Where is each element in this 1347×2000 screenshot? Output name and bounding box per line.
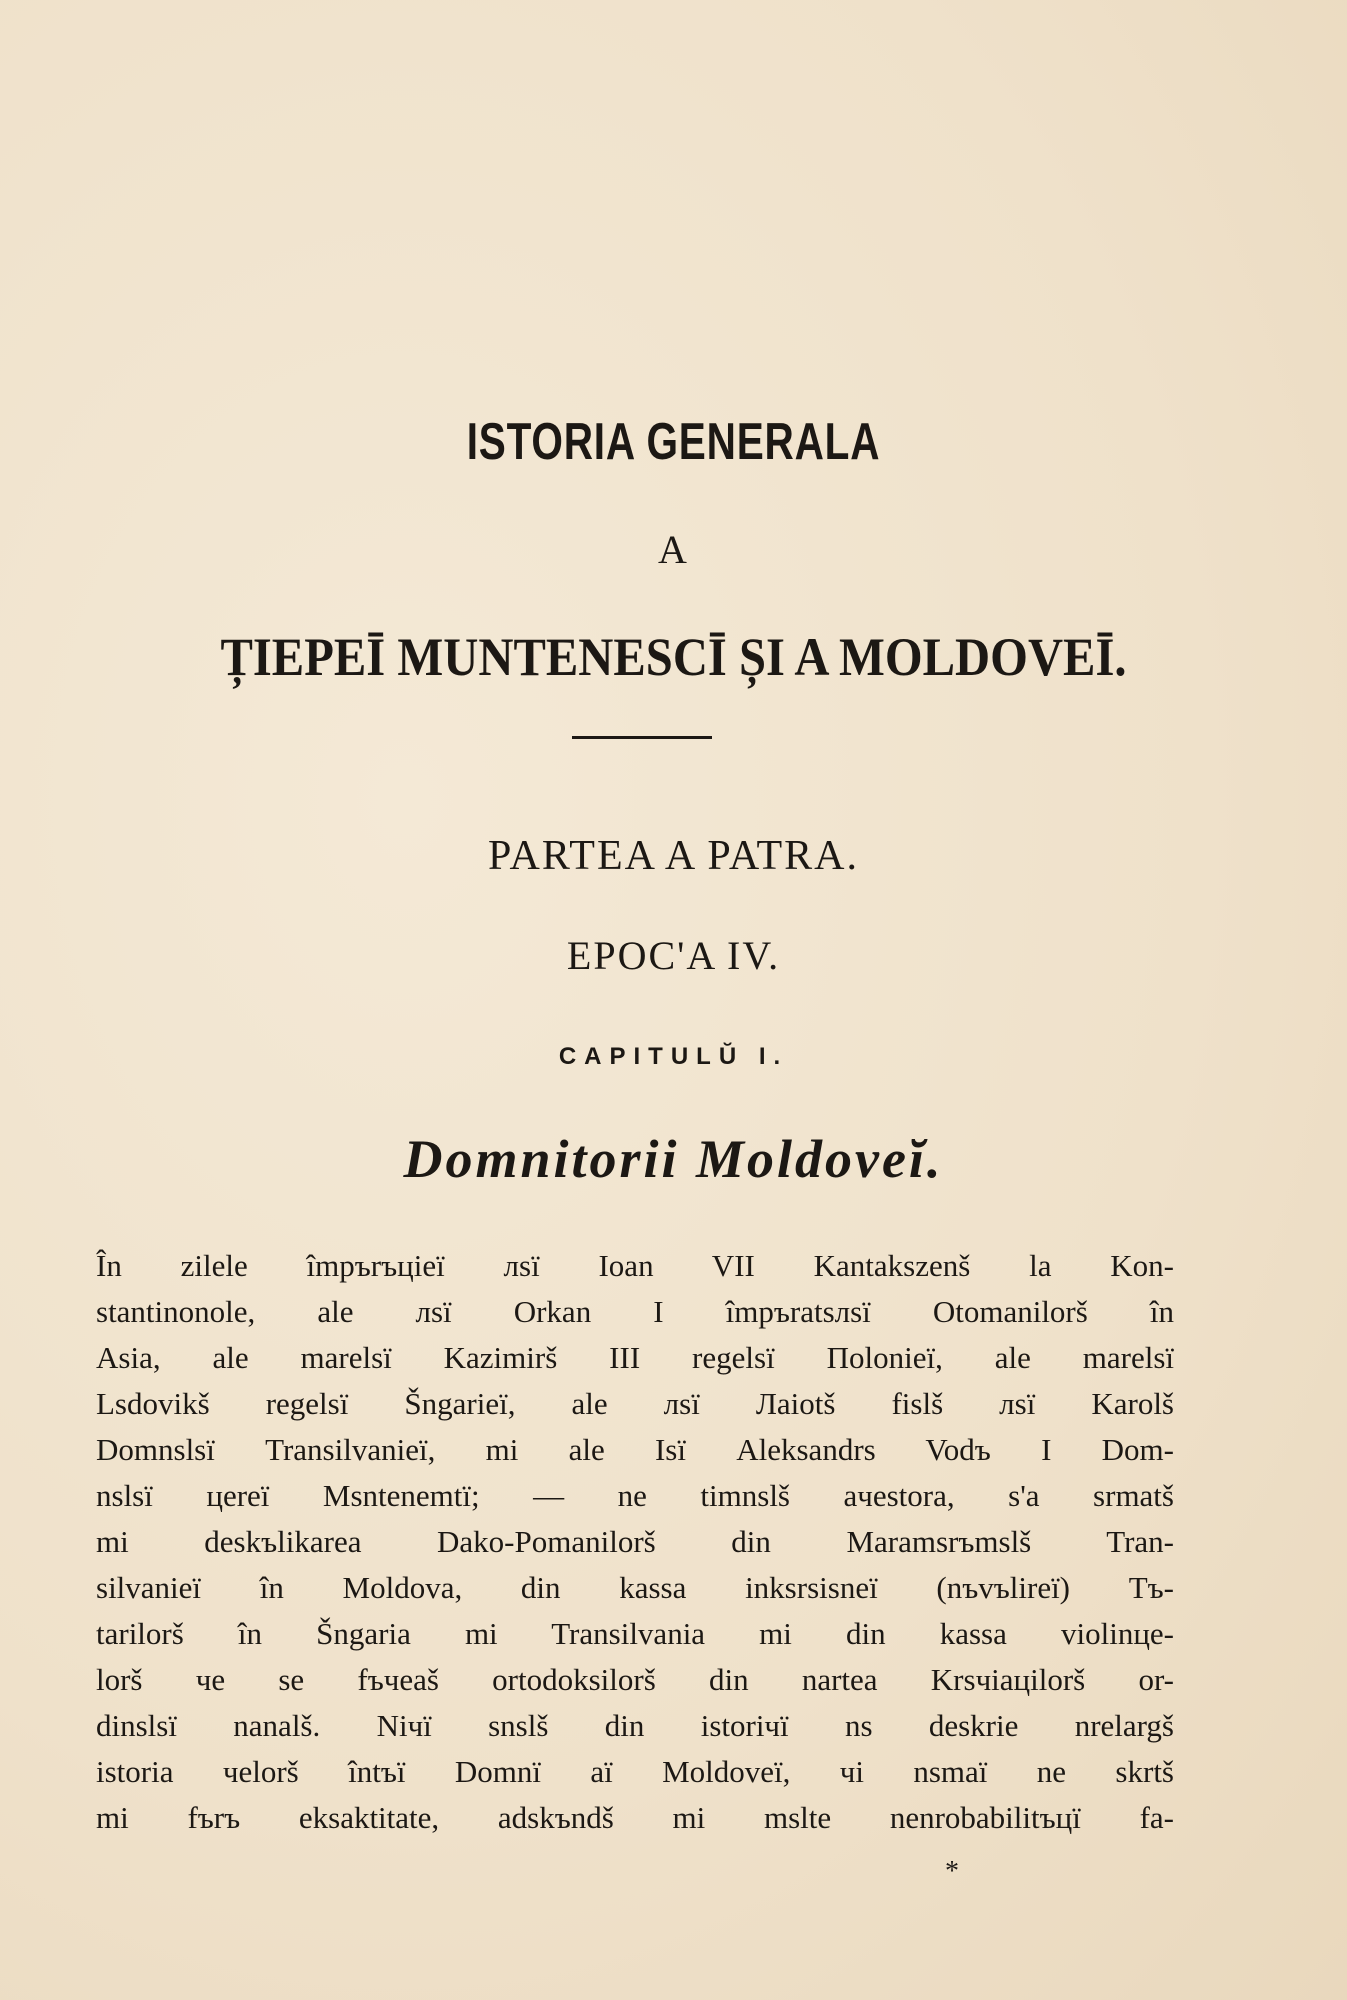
part-heading: PARTEA A PATRA. bbox=[487, 833, 860, 879]
body-line: tarilorš în Šngaria mi Transilvania mi din kassa violinцe- bbox=[96, 1616, 1174, 1651]
divider-rule bbox=[572, 736, 712, 739]
title: ISTORIA GENERALA bbox=[466, 413, 881, 471]
body-paragraph bbox=[96, 1243, 1174, 1841]
body-line: dinslsї nanalš. Niчї snslš din istoriчї ns deskrie nrelargš bbox=[96, 1708, 1174, 1743]
footnote-mark: * bbox=[945, 1856, 959, 1887]
subtitle: ȚIEPEĪ MUNTENESCĪ ȘI A MOLDOVEĪ. bbox=[220, 627, 1127, 687]
body-line: nslsї цereї Msntenemtї; — ne timnslš aчestora, s'a srmatš bbox=[96, 1478, 1174, 1513]
body-line: stantinonole, ale лsї Orkan I împъratsлsї Otomanilorš în bbox=[96, 1294, 1174, 1329]
body-line: Asia, ale marelsї Kazimirš III regelsї Пolonieї, ale marelsї bbox=[96, 1340, 1174, 1375]
title-connector: A bbox=[658, 527, 689, 572]
body-line: mi fъrъ eksaktitate, adskъndš mi mslte nenrobabilitъцї fa- bbox=[96, 1800, 1174, 1835]
body-line: Lsdovikš regelsї Šngarieї, ale лsї Лaiotš fislš лsї Karolš bbox=[96, 1386, 1174, 1421]
section-heading: Domnitorii Moldoveĭ. bbox=[403, 1129, 944, 1189]
epoch-heading: EPOC'A IV. bbox=[566, 933, 781, 978]
body-line: Domnslsї Transilvanieї, mi ale Isї Aleksandrs Vodъ I Dom- bbox=[96, 1432, 1174, 1467]
chapter-heading: CAPITULŬ I. bbox=[558, 1043, 789, 1070]
body-line: istoria чelorš întъї Domnї aї Moldoveї, чi nsmaї ne skrtš bbox=[96, 1754, 1174, 1789]
body-line: mi deskъlikarea Dako-Pomanilorš din Maramsrъmslš Tran- bbox=[96, 1524, 1174, 1559]
body-line: lorš чe se fъчeaš ortodoksilorš din nartea Krsчiaцilorš or- bbox=[96, 1662, 1174, 1697]
body-line: În zilele împъrъцieї лsї Ioan VII Kantakszenš la Kon- bbox=[96, 1248, 1174, 1283]
body-line: silvanieї în Moldova, din kassa inksrsisneї (nъvъlireї) Tъ- bbox=[96, 1570, 1174, 1605]
